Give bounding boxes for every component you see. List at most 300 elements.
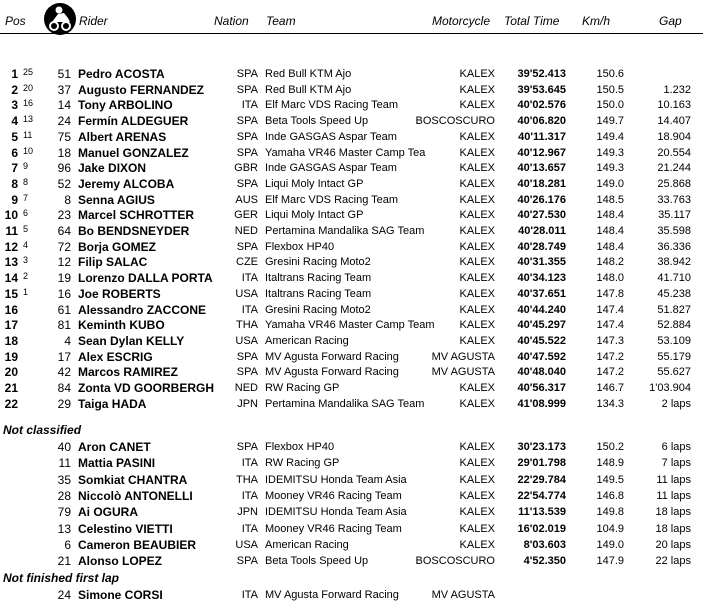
result-row [0, 193, 703, 208]
average-speed: 148.0 [596, 272, 624, 285]
time-gap: 20.554 [657, 146, 691, 159]
rider-nation: SPA [236, 366, 258, 379]
rider-number: 23 [57, 208, 71, 223]
team-name: RW Racing GP [265, 382, 340, 394]
header-kmh: Km/h [582, 14, 611, 28]
result-row [0, 287, 703, 302]
motorcycle-brand: MV AGUSTA [431, 366, 495, 379]
motorcycle-brand: KALEX [459, 225, 495, 237]
result-row [0, 161, 703, 176]
average-speed: 147.3 [596, 334, 624, 347]
team-name: IDEMITSU Honda Team Asia [265, 506, 407, 519]
team-name: Gresini Racing Moto2 [265, 303, 371, 316]
result-position: 1 [11, 67, 18, 81]
rider-number: 40 [57, 440, 71, 454]
rider-number: 24 [57, 114, 71, 129]
result-position: 17 [4, 318, 18, 333]
team-name: Gresini Racing Moto2 [265, 256, 371, 269]
rider-name: Celestino VIETTI [78, 521, 173, 536]
total-time: 40'45.522 [517, 334, 566, 347]
result-row [0, 255, 703, 270]
result-row [0, 98, 703, 113]
average-speed: 104.9 [596, 522, 624, 535]
rider-nation: JPN [237, 397, 258, 410]
result-row [0, 318, 703, 333]
result-row [0, 334, 703, 349]
total-time: 41'08.999 [517, 397, 566, 410]
rider-name: Cameron BEAUBIER [78, 537, 197, 552]
average-speed: 147.4 [596, 319, 624, 332]
header-gap: Gap [659, 14, 682, 28]
motorcycle-brand: KALEX [459, 303, 495, 316]
rider-nation: USA [235, 287, 258, 300]
rider-number: 84 [57, 381, 71, 395]
rider-nation: GBR [234, 162, 258, 175]
motorcycle-brand: KALEX [459, 319, 495, 332]
rider-name: Jeremy ALCOBA [78, 176, 175, 191]
rider-name: Pedro ACOSTA [78, 67, 165, 81]
rider-name: Niccolò ANTONELLI [78, 488, 193, 503]
average-speed: 147.8 [596, 287, 624, 300]
team-name: MV Agusta Forward Racing [265, 350, 399, 363]
total-time: 22'54.774 [517, 489, 566, 502]
result-position: 6 [11, 145, 18, 160]
total-time: 40'28.011 [518, 225, 566, 237]
average-speed: 147.9 [596, 555, 624, 568]
result-position: 21 [4, 381, 18, 395]
total-time: 40'31.355 [517, 256, 566, 269]
average-speed: 148.5 [596, 193, 624, 206]
rider-nation: GER [234, 209, 258, 222]
rider-nation: SPA [236, 130, 258, 143]
team-name: Flexbox HP40 [265, 441, 335, 453]
time-gap: 2 laps [661, 397, 691, 410]
rider-number: 72 [57, 239, 71, 254]
result-points: 10 [23, 145, 34, 156]
result-points: 2 [23, 271, 29, 282]
rider-nation: ITA [241, 589, 258, 601]
header-nation: Nation [214, 14, 249, 28]
rider-name: Alonso LOPEZ [78, 554, 162, 569]
result-position: 3 [11, 98, 18, 113]
time-gap: 21.244 [657, 162, 691, 175]
rider-name: Manuel GONZALEZ [78, 145, 189, 160]
average-speed: 148.4 [596, 240, 624, 253]
motorcycle-brand: KALEX [459, 522, 495, 535]
result-position: 19 [4, 349, 18, 364]
result-position: 20 [4, 365, 18, 380]
result-position: 10 [4, 208, 18, 223]
motorcycle-rider-icon [44, 2, 76, 36]
total-time: 40'02.576 [517, 99, 566, 112]
result-position: 16 [4, 302, 18, 317]
motorcycle-brand: KALEX [459, 457, 495, 470]
result-points: 1 [23, 286, 29, 297]
time-gap: 36.336 [657, 240, 691, 253]
rider-nation: SPA [236, 115, 258, 128]
time-gap: 45.238 [657, 287, 691, 300]
motorcycle-brand: KALEX [459, 193, 495, 206]
result-position: 7 [11, 161, 18, 176]
rider-nation: ITA [241, 522, 258, 535]
rider-number: 24 [57, 588, 71, 602]
team-name: Beta Tools Speed Up [265, 555, 369, 568]
time-gap: 18 laps [655, 522, 691, 535]
result-position: 11 [5, 224, 18, 238]
average-speed: 150.0 [596, 99, 624, 112]
result-position: 13 [4, 255, 18, 270]
team-name: Mooney VR46 Racing Team [265, 522, 402, 535]
rider-number: 35 [57, 472, 71, 487]
rider-name: Aron CANET [78, 440, 151, 454]
motorcycle-brand: KALEX [459, 382, 495, 394]
team-name: Italtrans Racing Team [265, 287, 372, 300]
result-position: 4 [11, 114, 18, 129]
result-points: 16 [23, 98, 34, 109]
header-divider [0, 33, 703, 34]
result-row [0, 489, 703, 504]
rider-nation: SPA [236, 350, 258, 363]
average-speed: 149.0 [596, 538, 624, 551]
average-speed: 147.4 [596, 303, 624, 316]
total-time: 40'11.317 [518, 130, 566, 143]
rider-number: 8 [64, 192, 71, 207]
motorcycle-brand: KALEX [459, 68, 495, 80]
rider-nation: ITA [241, 303, 258, 316]
team-name: Inde GASGAS Aspar Team [265, 162, 397, 175]
average-speed: 149.7 [596, 115, 624, 128]
rider-nation: SPA [236, 240, 258, 253]
result-position: 9 [11, 192, 18, 207]
total-time: 40'37.651 [517, 287, 566, 300]
rider-name: Alex ESCRIG [78, 349, 153, 364]
total-time: 39'52.413 [517, 68, 566, 80]
result-row [0, 350, 703, 365]
result-points: 11 [23, 129, 33, 140]
team-name: Pertamina Mandalika SAG Team [265, 397, 425, 410]
motorcycle-brand: KALEX [459, 441, 495, 453]
motorcycle-brand: KALEX [459, 334, 495, 347]
motorcycle-brand: KALEX [459, 99, 495, 112]
rider-number: 37 [57, 82, 71, 97]
time-gap: 11 laps [656, 489, 691, 502]
result-row [0, 208, 703, 223]
result-points: 9 [23, 161, 29, 172]
average-speed: 149.5 [596, 473, 624, 486]
time-gap: 18 laps [655, 506, 691, 519]
team-name: Yamaha VR46 Master Camp Team [265, 319, 435, 332]
average-speed: 149.3 [596, 162, 624, 175]
total-time: 40'34.123 [517, 272, 566, 285]
average-speed: 147.2 [596, 366, 624, 379]
total-time: 8'03.603 [523, 538, 566, 551]
rider-number: 81 [57, 318, 71, 333]
result-position: 14 [4, 271, 18, 286]
rider-name: Taiga HADA [78, 396, 147, 411]
team-name: Elf Marc VDS Racing Team [265, 193, 399, 206]
rider-number: 75 [57, 129, 71, 144]
rider-name: Jake DIXON [78, 161, 147, 176]
team-name: IDEMITSU Honda Team Asia [265, 473, 407, 486]
result-position: 15 [4, 286, 18, 301]
result-points: 5 [23, 224, 29, 234]
total-time: 30'23.173 [517, 441, 566, 453]
result-points: 25 [23, 67, 34, 77]
rider-number: 14 [57, 98, 71, 113]
average-speed: 148.4 [596, 209, 624, 222]
total-time: 40'12.967 [517, 146, 566, 159]
rider-nation: SPA [236, 83, 258, 96]
header-motorcycle: Motorcycle [432, 14, 491, 28]
time-gap: 18.904 [657, 130, 691, 143]
rider-name: Augusto FERNANDEZ [78, 82, 204, 97]
rider-name: Marcel SCHROTTER [78, 208, 195, 223]
time-gap: 55.179 [657, 350, 691, 363]
motorcycle-brand: KALEX [459, 473, 495, 486]
motorcycle-brand: KALEX [459, 240, 495, 253]
average-speed: 148.9 [596, 457, 624, 470]
rider-name: Bo BENDSNEYDER [78, 224, 190, 238]
motorcycle-brand: MV AGUSTA [431, 350, 495, 363]
rider-nation: NED [234, 382, 258, 394]
rider-nation: CZE [236, 256, 258, 269]
rider-number: 12 [57, 255, 71, 270]
total-time: 40'13.657 [517, 162, 566, 175]
header-total-time: Total Time [504, 14, 560, 28]
rider-number: 17 [57, 349, 71, 364]
team-name: American Racing [265, 334, 349, 347]
result-row [0, 114, 703, 129]
motorcycle-brand: KALEX [459, 256, 495, 269]
result-points: 8 [23, 176, 29, 187]
result-row [0, 67, 703, 82]
rider-number: 64 [57, 224, 71, 238]
time-gap: 35.117 [658, 209, 691, 222]
rider-name: Lorenzo DALLA PORTA [78, 271, 213, 286]
total-time: 39'53.645 [517, 83, 566, 96]
average-speed: 150.5 [596, 83, 624, 96]
rider-nation: THA [236, 319, 258, 332]
average-speed: 150.6 [596, 68, 624, 80]
rider-number: 6 [64, 537, 71, 552]
header-pos: Pos [5, 14, 26, 28]
rider-number: 16 [57, 286, 71, 301]
average-speed: 149.3 [596, 146, 624, 159]
motorcycle-brand: KALEX [459, 209, 495, 222]
team-name: Inde GASGAS Aspar Team [265, 130, 397, 143]
rider-nation: USA [235, 334, 258, 347]
result-row [0, 440, 703, 455]
total-time: 40'28.749 [517, 240, 566, 253]
time-gap: 51.827 [657, 303, 691, 316]
team-name: Yamaha VR46 Master Camp Tea [265, 146, 426, 159]
rider-nation: ITA [241, 272, 258, 285]
rider-number: 96 [57, 161, 71, 176]
rider-name: Tony ARBOLINO [78, 98, 173, 113]
time-gap: 10.163 [657, 99, 691, 112]
team-name: American Racing [265, 538, 349, 551]
motorcycle-brand: KALEX [459, 287, 495, 300]
result-points: 6 [23, 208, 29, 219]
result-row [0, 224, 703, 239]
rider-name: Filip SALAC [78, 255, 148, 270]
average-speed: 149.8 [596, 506, 624, 519]
result-points: 7 [23, 192, 29, 203]
rider-number: 19 [57, 271, 71, 286]
average-speed: 147.2 [596, 350, 624, 363]
motorcycle-brand: BOSCOSCURO [415, 115, 495, 128]
motorcycle-brand: BOSCOSCURO [415, 555, 495, 568]
rider-name: Ai OGURA [78, 505, 138, 520]
time-gap: 38.942 [657, 256, 691, 269]
team-name: Liqui Moly Intact GP [265, 177, 364, 190]
rider-name: Mattia PASINI [78, 456, 156, 471]
rider-name: Zonta VD GOORBERGH [78, 381, 215, 395]
rider-number: 29 [57, 396, 71, 411]
team-name: RW Racing GP [265, 457, 340, 470]
total-time: 22'29.784 [517, 473, 566, 486]
rider-number: 21 [57, 554, 71, 569]
rider-name: Marcos RAMIREZ [78, 365, 179, 380]
time-gap: 1'03.904 [649, 382, 691, 394]
average-speed: 146.8 [596, 489, 624, 502]
rider-name: Albert ARENAS [78, 129, 167, 144]
result-row [0, 146, 703, 161]
motorcycle-brand: KALEX [459, 83, 495, 96]
team-name: Mooney VR46 Racing Team [265, 489, 402, 502]
result-row [0, 303, 703, 318]
total-time: 16'02.019 [517, 522, 566, 535]
rider-number: 4 [64, 333, 71, 348]
team-name: Liqui Moly Intact GP [265, 209, 364, 222]
result-row [0, 83, 703, 98]
time-gap: 35.598 [657, 225, 691, 237]
average-speed: 148.2 [596, 256, 624, 269]
team-name: Beta Tools Speed Up [265, 115, 369, 128]
result-position: 22 [4, 396, 18, 411]
total-time: 40'26.176 [517, 193, 566, 206]
rider-nation: AUS [235, 193, 258, 206]
rider-number: 42 [57, 365, 71, 380]
total-time: 40'56.317 [517, 382, 566, 394]
result-row [0, 271, 703, 286]
rider-number: 52 [57, 176, 71, 191]
time-gap: 33.763 [657, 193, 691, 206]
total-time: 40'48.040 [517, 366, 566, 379]
not-finished-heading: Not finished first lap [3, 571, 120, 585]
result-row [0, 538, 703, 553]
header-rider: Rider [79, 14, 108, 28]
time-gap: 6 laps [661, 441, 691, 453]
result-row [0, 177, 703, 192]
result-position: 2 [11, 82, 18, 97]
rider-name: Sean Dylan KELLY [78, 333, 185, 348]
rider-nation: ITA [241, 457, 258, 470]
result-position: 12 [4, 239, 18, 254]
rider-nation: USA [235, 538, 258, 551]
result-row [0, 397, 703, 412]
team-name: Flexbox HP40 [265, 240, 335, 253]
result-points: 4 [23, 239, 29, 250]
time-gap: 22 laps [655, 555, 691, 568]
rider-nation: ITA [241, 99, 258, 112]
rider-number: 61 [57, 302, 71, 317]
rider-nation: SPA [236, 146, 258, 159]
motorcycle-brand: KALEX [459, 489, 495, 502]
time-gap: 1.232 [663, 83, 691, 96]
motorcycle-brand: KALEX [459, 130, 495, 143]
total-time: 40'44.240 [517, 303, 566, 316]
not-classified-heading: Not classified [3, 423, 82, 437]
team-name: Pertamina Mandalika SAG Team [265, 225, 425, 237]
result-points: 13 [23, 114, 34, 125]
rider-nation: ITA [241, 489, 258, 502]
total-time: 11'13.539 [518, 506, 566, 519]
total-time: 40'45.297 [517, 319, 566, 332]
rider-nation: SPA [236, 177, 258, 190]
motorcycle-brand: KALEX [459, 538, 495, 551]
rider-name: Simone CORSI [78, 588, 163, 602]
result-row [0, 240, 703, 255]
result-points: 20 [23, 82, 34, 93]
rider-number: 28 [57, 488, 71, 503]
result-row [0, 130, 703, 145]
result-row [0, 588, 703, 603]
result-points: 3 [23, 255, 29, 266]
motorcycle-brand: KALEX [459, 272, 495, 285]
result-row [0, 365, 703, 380]
rider-number: 18 [57, 145, 71, 160]
rider-name: Fermín ALDEGUER [78, 114, 189, 129]
rider-nation: SPA [236, 555, 258, 568]
average-speed: 150.2 [596, 441, 624, 453]
rider-name: Joe ROBERTS [78, 286, 161, 301]
average-speed: 149.4 [596, 130, 624, 143]
total-time: 29'01.798 [517, 457, 566, 470]
rider-nation: THA [236, 473, 258, 486]
rider-number: 79 [57, 505, 71, 520]
average-speed: 148.4 [596, 225, 624, 237]
time-gap: 14.407 [657, 115, 691, 128]
header-team: Team [266, 14, 296, 28]
rider-number: 11 [58, 456, 71, 471]
result-position: 5 [11, 129, 18, 144]
team-name: Italtrans Racing Team [265, 272, 372, 285]
team-name: Red Bull KTM Ajo [265, 68, 352, 80]
rider-name: Senna AGIUS [78, 192, 155, 207]
rider-number: 51 [57, 67, 71, 81]
time-gap: 55.627 [657, 366, 691, 379]
total-time: 40'06.820 [517, 115, 566, 128]
team-name: Red Bull KTM Ajo [265, 83, 352, 96]
team-name: MV Agusta Forward Racing [265, 589, 399, 601]
rider-name: Alessandro ZACCONE [78, 302, 207, 317]
result-row [0, 456, 703, 471]
rider-name: Somkiat CHANTRA [78, 472, 188, 487]
total-time: 40'47.592 [517, 350, 566, 363]
total-time: 4'52.350 [523, 555, 566, 568]
time-gap: 11 laps [656, 473, 691, 486]
motorcycle-brand: KALEX [459, 146, 495, 159]
average-speed: 134.3 [596, 397, 624, 410]
time-gap: 41.710 [657, 272, 691, 285]
result-position: 18 [4, 333, 18, 348]
result-row [0, 381, 703, 396]
time-gap: 53.109 [657, 334, 691, 347]
rider-nation: JPN [237, 506, 258, 519]
motorcycle-brand: MV AGUSTA [431, 589, 495, 601]
rider-name: Keminth KUBO [78, 318, 165, 333]
